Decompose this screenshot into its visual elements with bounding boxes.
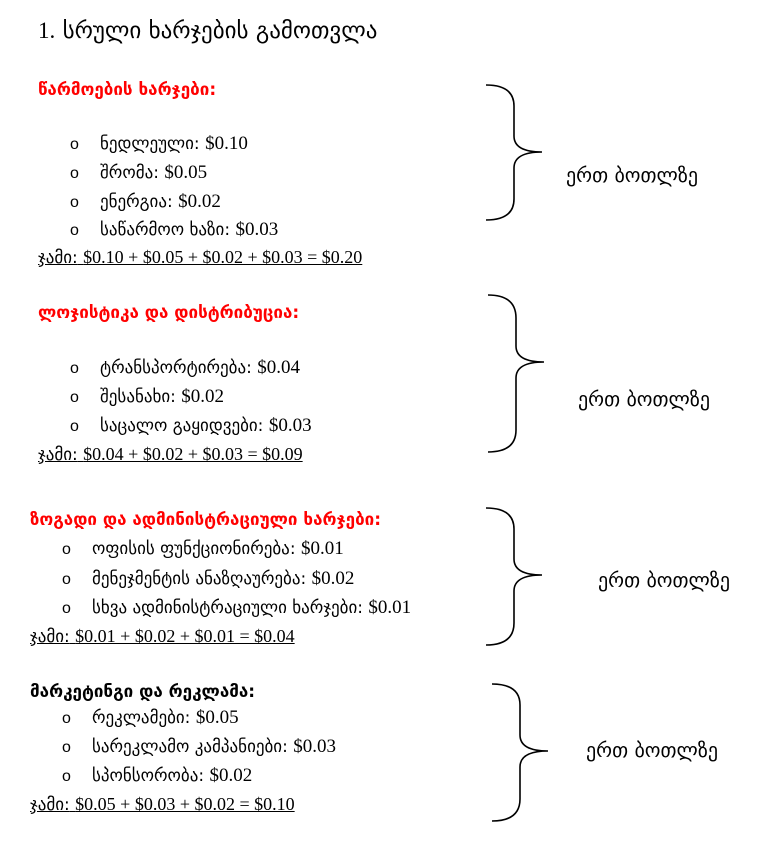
section-2-item-2: o შესანახი: $0.02 — [70, 386, 225, 407]
section-1-side-label: ერთ ბოთლზე — [566, 163, 698, 187]
section-1-heading: წარმოების ხარჯები: — [38, 80, 217, 100]
section-1-item-2: o შრომა: $0.05 — [70, 162, 208, 183]
section-4-item-2: o სარეკლამო კამპანიები: $0.03 — [62, 736, 336, 757]
section-3-side-label: ერთ ბოთლზე — [598, 568, 730, 592]
section-2-total: ჯამი: $0.04 + $0.02 + $0.03 = $0.09 — [38, 444, 303, 465]
section-4-item-3: o სპონსორობა: $0.02 — [62, 765, 253, 786]
bullet-icon: o — [62, 541, 71, 558]
section-3-item-1: o ოფისის ფუნქციონირება: $0.01 — [62, 538, 344, 559]
section-2-item-1: o ტრანსპორტირება: $0.04 — [70, 357, 300, 378]
section-3-item-2: o მენეჯმენტის ანაზღაურება: $0.02 — [62, 568, 355, 589]
section-1-brace-icon — [484, 84, 546, 222]
title-number: 1. — [38, 18, 56, 43]
bullet-icon: o — [62, 600, 71, 617]
section-4-brace-icon — [490, 683, 552, 823]
bullet-icon: o — [70, 165, 79, 182]
section-3-brace-icon — [484, 507, 546, 647]
bullet-icon: o — [70, 194, 79, 211]
section-4-side-label: ერთ ბოთლზე — [586, 738, 718, 762]
section-3-item-3: o სხვა ადმინისტრაციული ხარჯები: $0.01 — [62, 597, 412, 618]
section-1-item-3: o ენერგია: $0.02 — [70, 191, 221, 212]
section-3-total: ჯამი: $0.01 + $0.02 + $0.01 = $0.04 — [30, 626, 295, 647]
section-4-total: ჯამი: $0.05 + $0.03 + $0.02 = $0.10 — [30, 794, 295, 815]
bullet-icon: o — [62, 571, 71, 588]
section-1-item-4: o საწარმოო ხაზი: $0.03 — [70, 219, 279, 240]
section-4-heading: მარკეტინგი და რეკლამა: — [30, 682, 256, 702]
bullet-icon: o — [70, 222, 79, 239]
bullet-icon: o — [70, 389, 79, 406]
section-2-side-label: ერთ ბოთლზე — [578, 387, 710, 411]
section-3-heading: ზოგადი და ადმინისტრაციული ხარჯები: — [30, 510, 382, 530]
title-text: სრული ხარჯების გამოთვლა — [62, 18, 378, 44]
bullet-icon: o — [70, 360, 79, 377]
bullet-icon: o — [62, 739, 71, 756]
section-4-item-1: o რეკლამები: $0.05 — [62, 707, 239, 728]
section-1-item-1: o ნედლეული: $0.10 — [70, 133, 248, 154]
section-1-total: ჯამი: $0.10 + $0.05 + $0.02 + $0.03 = $0.20 — [38, 247, 363, 268]
section-2-heading: ლოჯისტიკა და დისტრიბუცია: — [38, 303, 300, 323]
bullet-icon: o — [70, 136, 79, 153]
bullet-icon: o — [62, 710, 71, 727]
section-2-brace-icon — [486, 294, 548, 454]
bullet-icon: o — [62, 768, 71, 785]
section-2-item-3: o საცალო გაყიდვები: $0.03 — [70, 415, 312, 436]
page-title — [38, 18, 377, 44]
bullet-icon: o — [70, 418, 79, 435]
